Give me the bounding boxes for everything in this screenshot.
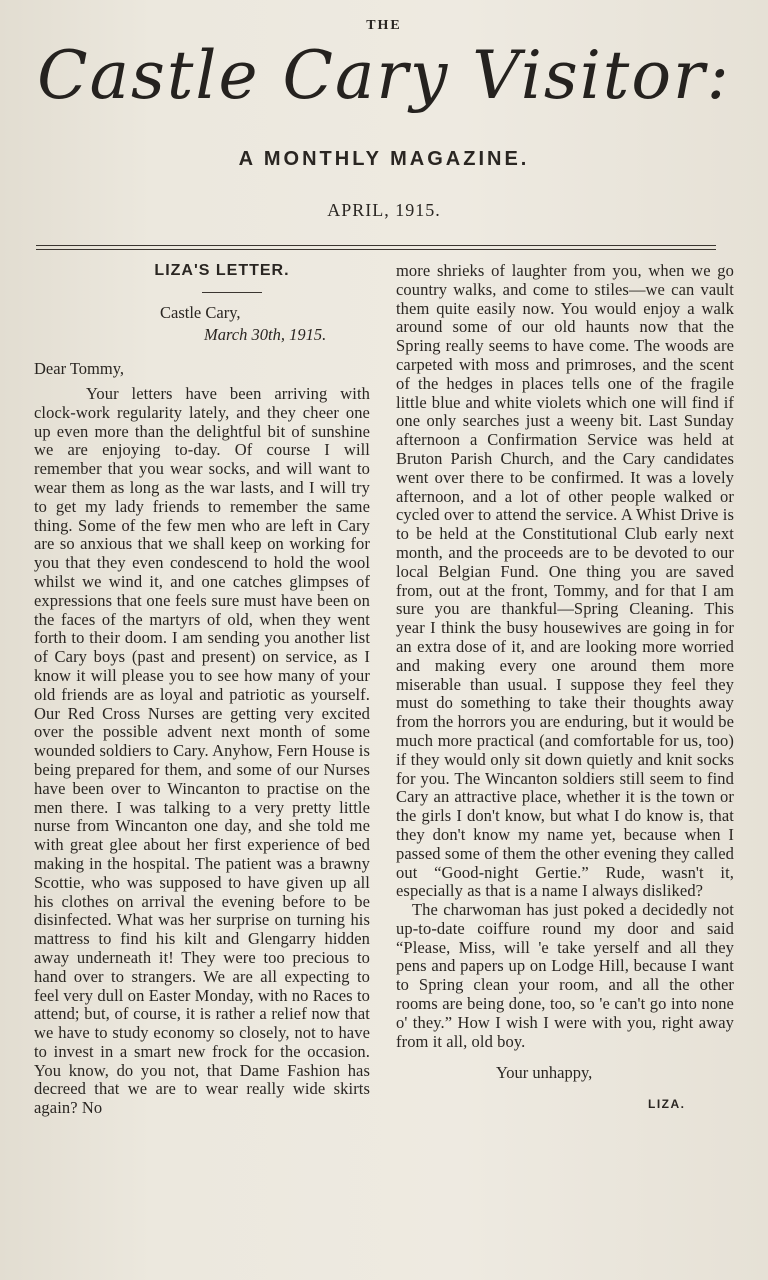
letter-title: LIZA'S LETTER. <box>154 262 290 279</box>
letter-body-right: more shrieks of laughter from you, when we go country walks, and come to stiles—we can vault them quite easily now. You would enjoy a walk around some of our old haunts now that the Spring really seems to have come. The woods are carpeted with moss and primroses, and the scent of the hedges in places tells one of the fragile little blue and white violets which one will find if one only searches just a weeny bit. Last Sunday afternoon a Confirmation Service was held at Bruton Parish Church, and the Cary candidates went over there to be confirmed. It was a lovely afternoon, and a lot of other people walked or cycled over to attend the service. A Whist Drive is to be held at the Constitutional Club early next month, and the proceeds are to be devoted to our local Belgian Fund. One thing you are saved from, out at the front, Tommy, and for that I am sure you are thankful—Spring Cleaning. This year I think the busy housewives are going in for an extra dose of it, and are looking more worried and making every one around them more miserable than usual. I suppose they feel they must do something to take their thoughts away from the horrors you are enduring, but it would be much more practical (and comfortable for us, too) if they would only sit down quietly and knit socks for you. The Wincanton soldiers still seem to find Cary an attractive place, whether it is the town or the girls I don't know, but what I do know is, that they don't know my name yet, because when I passed some of them the other evening they called out “Good-night Gertie.” Rude, wasn't it, especially as that is a name I always disliked? <box>396 261 734 901</box>
letter-dateline: March 30th, 1915. <box>204 325 327 344</box>
header-rule-top <box>36 245 716 246</box>
letter-signoff: Your unhappy, <box>496 1063 593 1083</box>
header-rule-bottom <box>36 249 716 250</box>
letter-salutation: Dear Tommy, <box>34 359 125 378</box>
letter-place: Castle Cary, <box>160 303 241 322</box>
issue-date: APRIL, 1915. <box>327 200 441 220</box>
right-column <box>396 262 734 1111</box>
masthead-title: Castle Cary Visitor: <box>37 37 731 114</box>
left-column <box>34 262 370 1118</box>
letter-body-closing: The charwoman has just poked a decidedly not up-to-date coiffure round my door and said “Please, Miss, will 'e take yerself and all they pens and papers up on Lodge Hill, because I want to Spring clean your room, and all the other rooms are being done, too, so 'e can't go into none o' they.” How I wish I were with you, right away from it all, old boy. <box>396 900 734 1051</box>
title-divider <box>202 292 262 293</box>
masthead-kicker: THE <box>366 18 402 33</box>
masthead-subtitle: A MONTHLY MAGAZINE. <box>238 148 530 170</box>
letter-body-left: Your letters have been arriving with clock-work regularity lately, and they cheer one up even more than the delightful bit of sunshine we are enjoying to-day. Of course I will remember that you wear socks, and will want to wear them as long as the war lasts, and I will try to get my lady friends to remember the same thing. Some of the few men who are left in Cary are so anxious that we shall keep on working for you that they even condescend to hold the wool whilst we wind it, and one catches glimpses of expressions that one feels sure must have been on the faces of the martyrs of old, when they went forth to their doom. I am sending you another list of Cary boys (past and present) on service, as I know it will please you to see how many of your old friends are as loyal and patriotic as yourself. Our Red Cross Nurses are getting very excited over the possible advent next month of some wounded soldiers to Cary. Anyhow, Fern House is being prepared for them, and some of our Nurses have been over to Wincanton to practise on the men there. I was talking to a very pretty little nurse from Wincanton one day, and she told me with great glee about her first experience of bed making in the hospital. The patient was a brawny Scottie, who was supposed to have given up all his clothes on arrival the evening before to be disinfected. What was her surprise on turning his mattress to find his kilt and Glengarry hidden away underneath it! They were too precious to hand over to strangers. We are all expecting to feel very dull on Easter Monday, with no Races to attend; but, of course, it is rather a relief now that we have to study economy so closely, not to have to invest in a smart new frock for the occasion. You know, do you not, that Dame Fashion has decreed that we are to wear really wide skirts again? No <box>34 384 370 1118</box>
letter-signature: LIZA. <box>648 1097 686 1112</box>
